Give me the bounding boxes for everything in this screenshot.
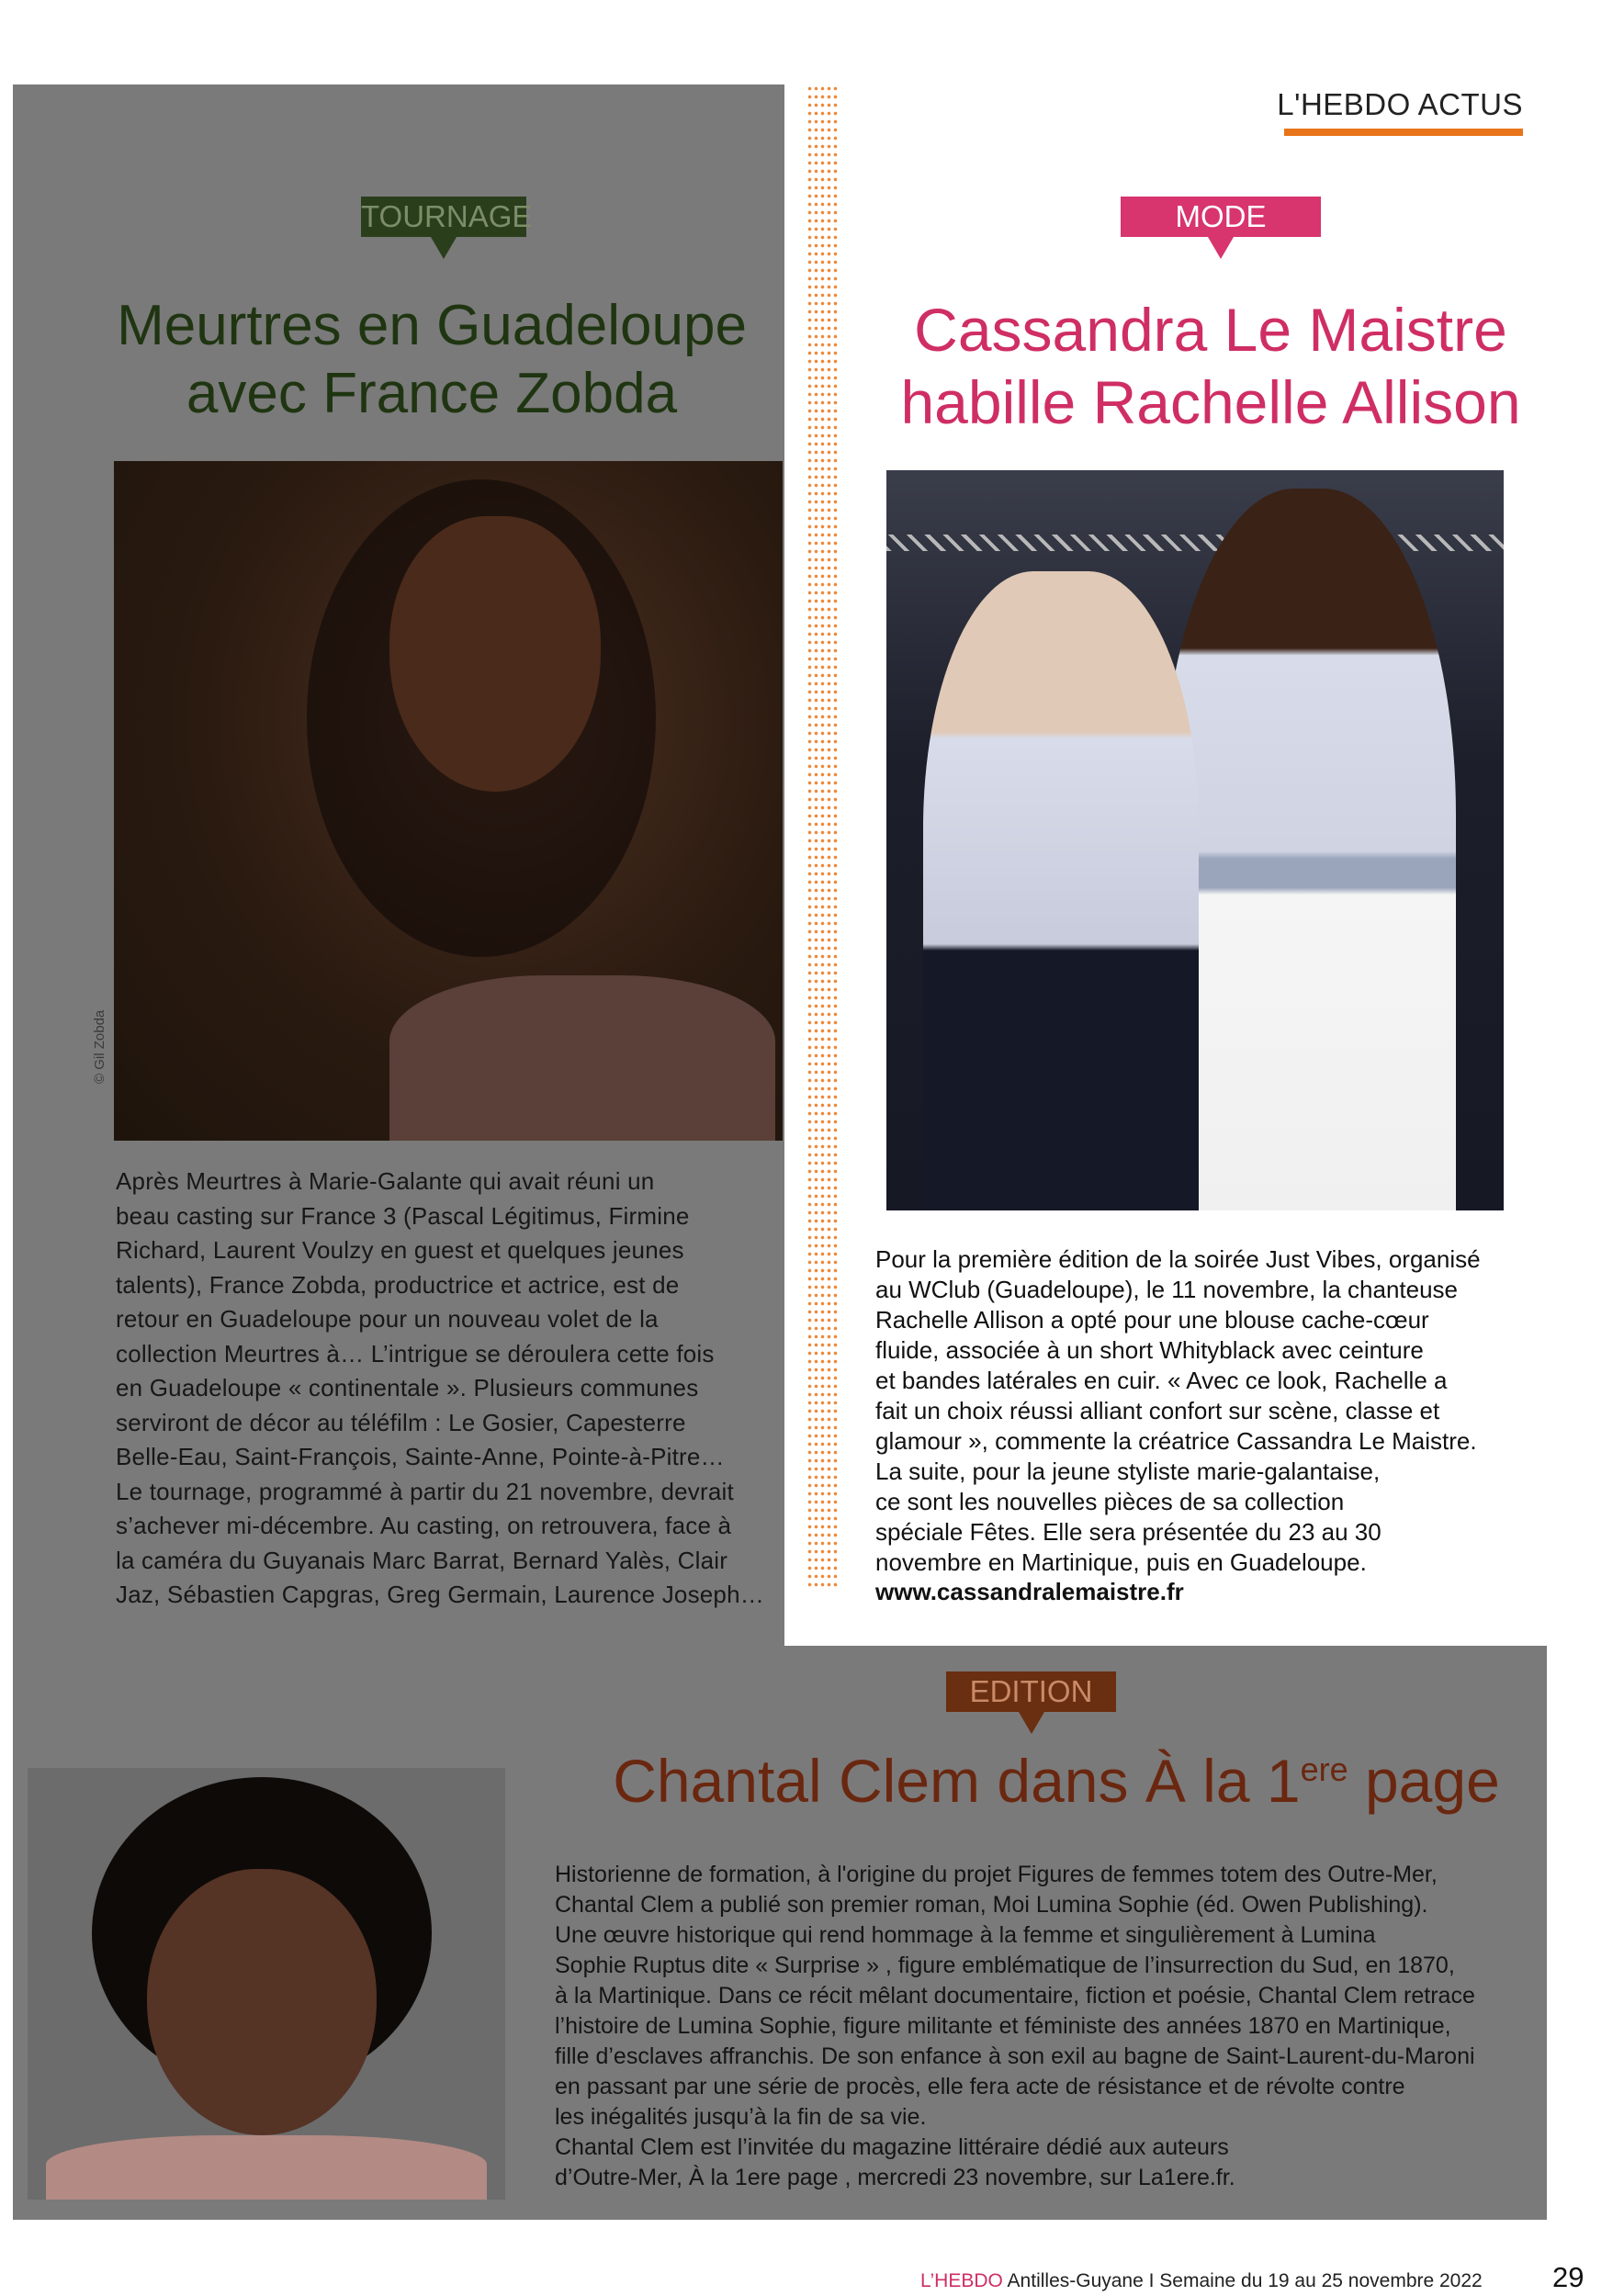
cassandra-rachelle-photo xyxy=(886,470,1504,1210)
footer-brand: L’HEBDO xyxy=(920,2270,1003,2291)
mode-headline-line1: Cassandra Le Maistre xyxy=(914,296,1507,364)
section-header: L'HEBDO ACTUS xyxy=(1277,87,1523,121)
france-zobda-photo xyxy=(114,461,783,1141)
section-header-underline xyxy=(1284,129,1523,136)
photo-credit: © Gil Zobda xyxy=(92,1009,107,1084)
edition-headline-main: Chantal Clem dans À la 1 xyxy=(613,1747,1301,1815)
edition-headline-superscript: ere xyxy=(1300,1750,1348,1788)
edition-headline xyxy=(551,1745,1562,1818)
mode-headline-line2: habille Rachelle Allison xyxy=(900,368,1521,437)
designer-website-link[interactable]: www.cassandralemaistre.fr xyxy=(875,1578,1184,1605)
tournage-body-text: Après Meurtres à Marie-Galante qui avait réuni un beau casting sur France 3 (Pascal Légitimus, Firmine Richard, Laurent Voulzy en guest et quelques jeunes talents), France Zobda, productrice et actrice, est de retour en Guadeloupe pour un nouveau volet de la collection Meurtres à… L’intrigue se déroulera cette fois en Guadeloupe « continentale ». Plusieurs communes serviront de décor au téléfilm : Le Gosier, Capesterre Belle-Eau, Saint-François, Sainte-Anne, Pointe-à-Pitre… Le tournage, programmé à partir du 21 novembre, devrait s’achever mi-décembre. Au casting, on retrouvera, face à la caméra du Guyanais Marc Barrat, Bernard Yalès, Clair Jaz, Sébastien Capgras, Greg Germain, Laurence Joseph… xyxy=(116,1167,764,1608)
mode-body-text: Pour la première édition de la soirée Just Vibes, organisé au WClub (Guadeloupe), le 11 novembre, la chanteuse Rachelle Allison a opté pour une blouse cache-cœur fluide, associée à un short Whityblack avec ceinture et bandes latérales en cuir. « Avec ce look, Rachelle a fait un choix réussi alliant confort sur scène, classe et glamour », commente la créatrice Cassandra Le Maistre. La suite, pour la jeune styliste marie-galantaise, ce sont les nouvelles pièces de sa collection spéciale Fêtes. Elle sera présentée du 23 au 30 novembre en Martinique, puis en Guadeloupe. xyxy=(875,1245,1481,1576)
tournage-headline-line1: Meurtres en Guadeloupe xyxy=(117,294,747,357)
edition-headline-end: page xyxy=(1348,1747,1500,1815)
edition-body-text: Historienne de formation, à l'origine du projet Figures de femmes totem des Outre-Mer, Chantal Clem a publié son premier roman, Moi Lumina Sophie (éd. Owen Publishing). Une œuvre historique qui rend hommage à la femme et singulièrement à Lumina Sophie Ruptus dite « Surprise » , figure emblématique de l’insurrection du Sud, en 1870, à la Martinique. Dans ce récit mêlant documentaire, fiction et poésie, Chantal Clem retrace l’histoire de Lumina Sophie, figure militante et féministe des années 1870 en Martinique, fille d’esclaves affranchis. De son enfance à son exil au bagne de Saint-Laurent-du-Maroni en passant par une série de procès, elle fera acte de résistance et de révolte contre les inégalités jusqu’à la fin de sa vie. Chantal Clem est l’invitée du magazine littéraire dédié aux auteurs d’Outre-Mer, À la 1ere page , mercredi 23 novembre, sur La1ere.fr. xyxy=(555,1862,1475,2190)
edition-tag: EDITION xyxy=(946,1671,1116,1712)
footer-edition: Antilles-Guyane I Semaine du 19 au 25 novembre 2022 xyxy=(1002,2270,1483,2291)
mode-headline xyxy=(862,294,1560,439)
chantal-clem-photo xyxy=(28,1768,505,2200)
page-footer xyxy=(920,2270,1483,2292)
dotted-divider xyxy=(806,84,838,1591)
page-number: 29 xyxy=(1552,2261,1585,2293)
mode-tag: MODE xyxy=(1121,197,1321,237)
tournage-headline-line2: avec France Zobda xyxy=(186,362,678,426)
tournage-headline xyxy=(73,292,790,429)
tournage-tag: TOURNAGE xyxy=(361,197,526,237)
